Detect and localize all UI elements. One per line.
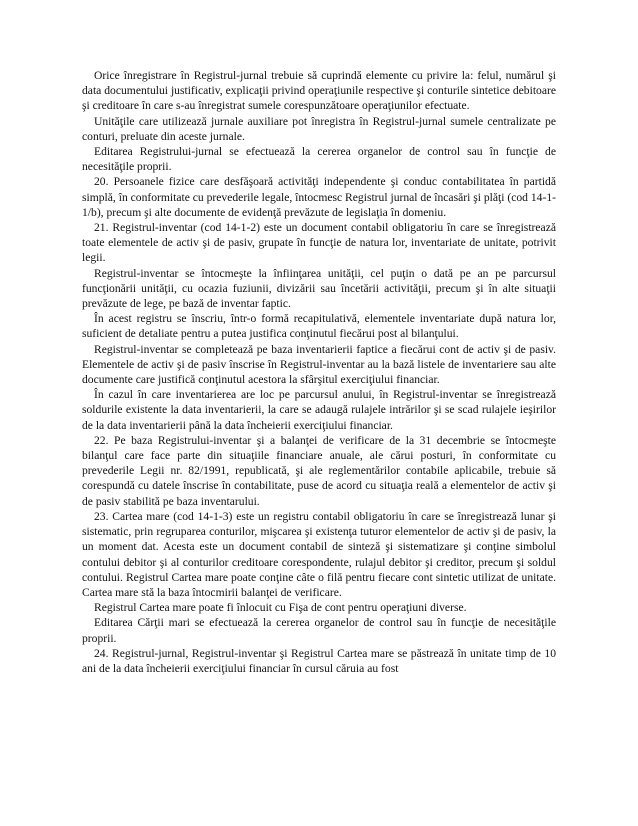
paragraph: 20. Persoanele fizice care desfăşoară activităţi independente şi conduc contabilitatea în partidă simplă, în conformitate cu prevederile legale, întocmesc Registrul jurnal de încasări şi plăţi (cod 14-1-1/b), precum şi alte documente de evidenţă prevăzute de legislaţia în domeniu. bbox=[82, 175, 556, 219]
paragraph: 21. Registrul-inventar (cod 14-1-2) este un document contabil obligatoriu în care se înregistrează toate elementele de activ şi de pasiv, grupate în funcţie de natura lor, inventariate de unitate, potrivit legii. bbox=[82, 221, 556, 265]
paragraph: În cazul în care inventarierea are loc pe parcursul anului, în Registrul-inventar se înregistrează soldurile existente la data inventarierii, la care se adaugă rulajele intrărilor şi se scad rulajele ieşirilor de la data inventarierii până la data încheierii exerciţiului financiar. bbox=[82, 388, 556, 432]
paragraph: Unităţile care utilizează jurnale auxiliare pot înregistra în Registrul-jurnal sumele centralizate pe conturi, preluate din aceste jurnale. bbox=[82, 114, 556, 143]
paragraph: În acest registru se înscriu, într-o formă recapitulativă, elementele inventariate după natura lor, suficient de detaliate pentru a putea justifica conţinutul fiecărui post al bilanţului. bbox=[82, 312, 556, 341]
paragraph: Registrul-inventar se întocmeşte la înfiinţarea unităţii, cel puţin o dată pe an pe parcursul funcţionării unităţii, cu ocazia fuziunii, divizării sau încetării activităţii, precum şi în alte situaţii prevăzute de lege, pe bază de inventar faptic. bbox=[82, 266, 556, 311]
document-page bbox=[82, 68, 556, 676]
paragraph: Orice înregistrare în Registrul-jurnal trebuie să cuprindă elemente cu privire la: felul, numărul şi data documentului justificativ, explicaţii privind operaţiunile respective şi conturile sintetice debitoare şi creditoare în care s-au înregistrat sumele corespunzătoare operaţiunilor efectuate. bbox=[82, 69, 556, 113]
paragraph: Editarea Registrului-jurnal se efectuează la cererea organelor de control sau în funcţie de necesităţile proprii. bbox=[82, 145, 556, 174]
paragraph: Registrul-inventar se completează pe baza inventarierii faptice a fiecărui cont de activ şi de pasiv. Elementele de activ şi de pasiv înscrise în Registrul-inventar au la bază listele de inventariere sau alte documente care justifică conţinutul acestora la sfârşitul exerciţiului financiar. bbox=[82, 342, 556, 387]
paragraph: 24. Registrul-jurnal, Registrul-inventar şi Registrul Cartea mare se păstrează în unitate timp de 10 ani de la data încheierii exerciţiului financiar în cursul căruia au fost bbox=[82, 646, 556, 675]
paragraph: 22. Pe baza Registrului-inventar şi a balanţei de verificare de la 31 decembrie se întocmeşte bilanţul care face parte din situaţiile financiare anuale, ale cărui posturi, în conformitate cu prevederile Legii nr. 82/1991, republicată, şi ale reglementărilor contabile aplicabile, trebuie să corespundă cu datele înscrise în contabilitate, puse de acord cu situaţia reală a elementelor de activ şi de pasiv stabilită pe baza inventarului. bbox=[82, 433, 556, 508]
paragraph: Editarea Cărţii mari se efectuează la cererea organelor de control sau în funcţie de necesităţile proprii. bbox=[82, 616, 556, 645]
paragraph: Registrul Cartea mare poate fi înlocuit cu Fişa de cont pentru operaţiuni diverse. bbox=[94, 601, 467, 615]
paragraph: 23. Cartea mare (cod 14-1-3) este un registru contabil obligatoriu în care se înregistrează lunar şi sistematic, prin regruparea conturilor, mişcarea şi existenţa tuturor elementelor de activ şi de pasiv, la un moment dat. Acesta este un document contabil de sinteză şi sistematizare şi conţine simbolul contului debitor şi al conturilor creditoare corespondente, rulajul debitor şi creditor, precum şi soldul contului. Registrul Cartea mare poate conţine câte o filă pentru fiecare cont sintetic utilizat de unitate. Cartea mare stă la baza întocmirii balanţei de verificare. bbox=[82, 509, 556, 599]
